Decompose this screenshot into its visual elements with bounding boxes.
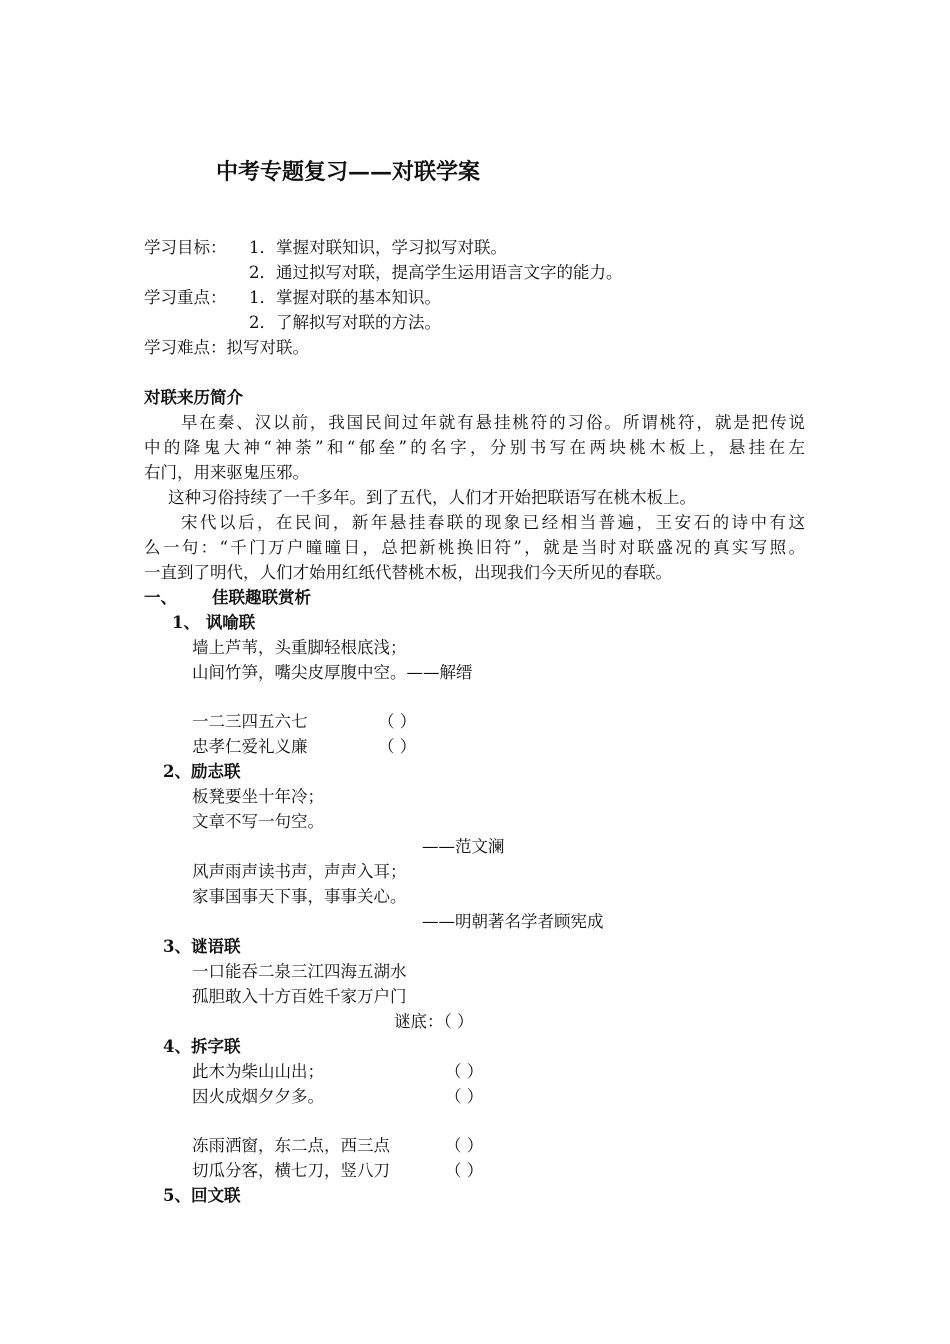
couplet-line: 冻雨洒窗，东二点，西三点 [192, 1136, 390, 1155]
couplet-line: 一二三四五六七 [192, 712, 308, 731]
couplet-line: 忠孝仁爱礼义廉 [192, 737, 308, 756]
attribution: ——明朝著名学者顾宪成 [422, 912, 604, 931]
riddle-answer-blank[interactable]: 谜底：（ ） [394, 1012, 474, 1031]
page-title: 中考专题复习——对联学案 [216, 159, 481, 185]
history-paragraph-3-line-2: 么一句：“千门万户曈曈日，总把新桃换旧符”，就是当时对联盛况的真实写照。 [144, 538, 805, 557]
history-paragraph-1-line-3: 右门，用来驱鬼压邪。 [144, 463, 309, 482]
history-paragraph-3-line-1: 宋代以后，在民间，新年悬挂春联的现象已经相当普遍，王安石的诗中有这 [181, 513, 805, 532]
couplet-line: 切瓜分客，横七刀，竖八刀 [192, 1161, 390, 1180]
couplet-line: 山间竹笋，嘴尖皮厚腹中空。——解缙 [192, 663, 473, 682]
history-paragraph-3-line-3: 一直到了明代，人们才始用红纸代替桃木板，出现我们今天所见的春联。 [144, 563, 672, 582]
history-paragraph-1-line-2: 中的降鬼大神“神荼”和“郁垒”的名字，分别书写在两块桃木板上，悬挂在左 [144, 438, 805, 457]
answer-blank[interactable]: （ ） [378, 737, 417, 756]
couplet-line: 孤胆敢入十方百姓千家万户门 [192, 987, 407, 1006]
history-paragraph-1-line-1: 早在秦、汉以前，我国民间过年就有悬挂桃符的习俗。所谓桃符，就是把传说 [181, 413, 805, 432]
answer-blank[interactable]: （ ） [445, 1136, 484, 1155]
goal-label: 学习目标： [144, 238, 227, 257]
history-paragraph-2: 这种习俗持续了一千多年。到了五代，人们才开始把联语写在桃木板上。 [168, 488, 696, 507]
subsection-heading-2: 2、励志联 [163, 762, 241, 781]
focus-item-1: 1．掌握对联的基本知识。 [249, 288, 441, 307]
couplet-line: 因火成烟夕夕多。 [192, 1087, 324, 1106]
difficulty-line: 学习难点：拟写对联。 [144, 338, 309, 357]
couplet-line: 板凳要坐十年冷； [192, 787, 324, 806]
subsection-heading-5: 5、回文联 [163, 1186, 241, 1205]
subsection-heading-4: 4、拆字联 [163, 1037, 241, 1056]
couplet-line: 家事国事天下事，事事关心。 [192, 887, 407, 906]
section-title: 佳联趣联赏析 [212, 588, 311, 607]
answer-blank[interactable]: （ ） [378, 712, 417, 731]
focus-label: 学习重点： [144, 288, 227, 307]
couplet-line: 墙上芦苇，头重脚轻根底浅； [192, 638, 407, 657]
answer-blank[interactable]: （ ） [445, 1161, 484, 1180]
couplet-line: 风声雨声读书声，声声入耳； [192, 862, 407, 881]
couplet-line: 一口能吞二泉三江四海五湖水 [192, 962, 407, 981]
subsection-heading-1: 1、 讽喻联 [172, 613, 256, 632]
focus-item-2: 2．了解拟写对联的方法。 [249, 313, 441, 332]
section-number: 一、 [144, 588, 177, 607]
couplet-line: 此木为柴山山出； [192, 1062, 324, 1081]
answer-blank[interactable]: （ ） [445, 1087, 484, 1106]
answer-blank[interactable]: （ ） [445, 1062, 484, 1081]
couplet-line: 文章不写一句空。 [192, 812, 324, 831]
attribution: ——范文澜 [422, 837, 505, 856]
goal-item-2: 2．通过拟写对联，提高学生运用语言文字的能力。 [249, 263, 623, 282]
goal-item-1: 1．掌握对联知识，学习拟写对联。 [249, 238, 507, 257]
subsection-heading-3: 3、谜语联 [163, 937, 241, 956]
history-heading: 对联来历简介 [144, 388, 243, 407]
